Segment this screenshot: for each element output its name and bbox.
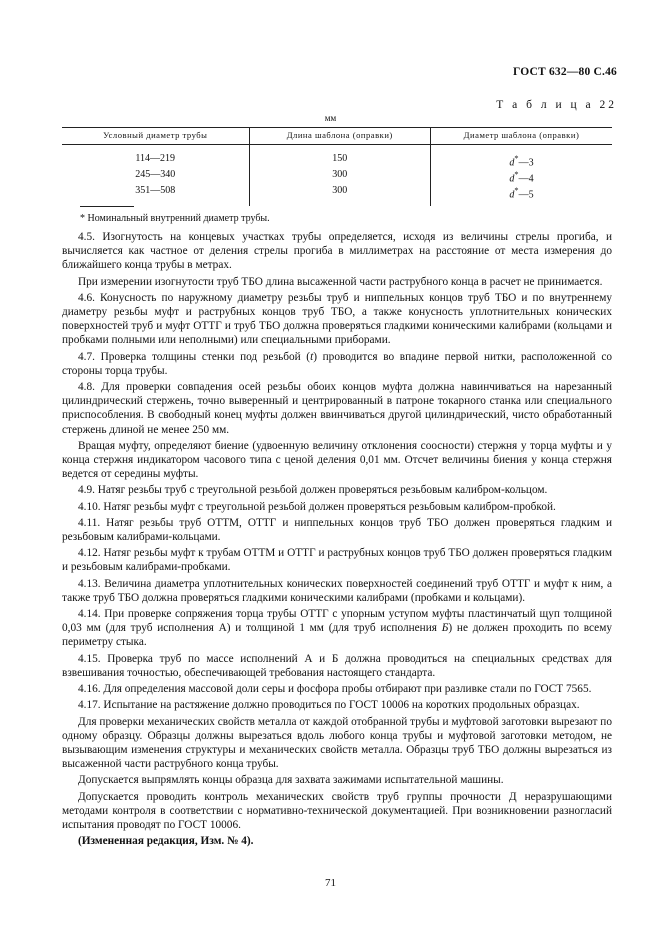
table-row <box>62 169 612 185</box>
footnote-marker: * <box>514 185 519 195</box>
cell-template-length: 150 <box>249 153 431 169</box>
column-header-template-length: Длина шаблона (оправки) <box>249 128 431 145</box>
table-units: мм <box>324 113 337 123</box>
paragraph-4-17: 4.17. Испытание на растяжение должно проводиться по ГОСТ 10006 на коротких продольных образцах. <box>78 699 580 712</box>
diameter-offset: —3 <box>518 157 534 169</box>
cell-template-diameter <box>431 185 613 207</box>
cell-template-length: 300 <box>249 185 431 207</box>
paragraph-4-14 <box>62 607 612 650</box>
edition-note <box>62 834 612 848</box>
paragraph-4-13: 4.13. Величина диаметра уплотнительных конических поверхностей соединений труб ОТТГ и муфт к ним, а также труб ТБО должна проверяться гладкими коническими калибрами (пробками и кольцами). <box>62 577 612 604</box>
footnote-divider <box>80 206 134 207</box>
paragraph-4-12: 4.12. Натяг резьбы муфт к трубам ОТТМ и ОТТГ и раструбных концов труб ТБО должен проверяться гладким и резьбовым калибрами-пробками. <box>62 547 612 574</box>
thickness-symbol: t <box>310 350 314 363</box>
paragraph-text: ) проводится во впадине первой нитки, расположенной со стороны торца трубы. <box>62 350 612 377</box>
table-row <box>62 153 612 169</box>
cell-nominal-diameter: 114—219 <box>135 153 176 164</box>
paragraph-4-10: 4.10. Натяг резьбы муфт с треугольной резьбой должен проверяться резьбовым калибром-пробкой. <box>78 500 556 513</box>
paragraph-4-5: 4.5. Изогнутость на концевых участках трубы определяется, исходя из величины стрелы прогиба, и вычисляется как частное от деления стрелы прогиба в миллиметрах на расстояние от места измерения до ближайшего конца трубы в метрах. <box>62 231 612 272</box>
paragraph-4-11: 4.11. Натяг резьбы труб ОТТМ, ОТТГ и ниппельных концов труб ТБО должен проверяться гладким и резьбовым калибрами-кольцами. <box>62 516 612 544</box>
paragraph-text: 4.14. При проверке сопряжения торца трубы ОТТГ с упорным уступом муфты пластинчатый щуп толщиной 0,03 мм (для труб исполнения А) и толщиной 1 мм (для труб исполнения <box>62 608 612 635</box>
version-symbol: Б <box>441 622 449 635</box>
diameter-symbol: d <box>509 188 515 200</box>
table-row <box>62 185 612 207</box>
document-reference: ГОСТ 632—80 С.46 <box>513 66 617 78</box>
edition-note-text: (Измененная редакция, Изм. № 4). <box>78 835 254 848</box>
paragraph-text: ) не должен проходить по всему периметру стыка. <box>62 622 612 649</box>
footnote-marker: * <box>514 169 519 179</box>
paragraph-text: 4.7. Проверка толщины стенки под резьбой ( <box>78 350 311 363</box>
paragraph-4-17-ndt: Допускается проводить контроль механических свойств труб группы прочности Д неразрушающими методами контроля в соответствии с нормативно-технической документацией. При возникновении разногласий испытания проводят по ГОСТ 10006. <box>62 790 612 831</box>
cell-nominal-diameter: 351—508 <box>135 184 176 196</box>
column-header-template-diameter: Диаметр шаблона (оправки) <box>431 128 613 145</box>
paragraph-4-5-note: При измерении изогнутости труб ТБО длина высаженной части раструбного конца в расчет не принимается. <box>78 275 603 288</box>
cell-template-diameter <box>431 169 613 185</box>
paragraph-4-15: 4.15. Проверка труб по массе исполнений А и Б должна проводиться на специальных средствах для взвешивания точностью, обеспечивающей требования настоящего стандарта. <box>62 652 612 679</box>
diameter-offset: —4 <box>518 173 534 185</box>
paragraph-4-7 <box>62 350 612 378</box>
table-caption: Т а б л и ц а 22 <box>496 99 617 111</box>
cell-template-length: 300 <box>249 169 431 185</box>
cell-template-diameter <box>431 153 613 169</box>
table-header-row <box>62 128 612 145</box>
paragraph-4-17-straighten: Допускается выпрямлять концы образца для захвата зажимами испытательной машины. <box>78 774 504 787</box>
table-footnote: * Номинальный внутренний диаметр трубы. <box>80 213 270 224</box>
table-spacer-row <box>62 145 612 154</box>
paragraph-4-16: 4.16. Для определения массовой доли серы и фосфора пробы отбирают при разливке стали по ГОСТ 7565. <box>78 683 592 696</box>
diameter-symbol: d <box>509 173 515 185</box>
diameter-offset: —5 <box>518 188 534 200</box>
paragraph-4-8-runout: Вращая муфту, определяют биение (удвоенную величину отклонения соосности) стержня у торца муфты и у конца стержня индикатором часового типа с ценой деления 0,01 мм. Отсчет величины биения у конца стержня ведется от середины муфты. <box>62 439 612 481</box>
column-header-nominal-diameter: Условный диаметр трубы <box>62 128 249 145</box>
paragraph-4-8: 4.8. Для проверки совпадения осей резьбы обоих концов муфта должна навинчиваться на нарезанный цилиндрический стержень, точно выверенный и центрированный в патроне токарного станка или специального приспособления. В свободный конец муфты должен ввинчиваться другой цилиндрический, чисто обработанный стержень длиной не менее 250 мм. <box>62 381 612 436</box>
paragraph-4-9: 4.9. Натяг резьбы труб с треугольной резьбой должен проверяться резьбовым калибром-кольцом. <box>78 484 548 497</box>
diameter-symbol: d <box>509 157 515 169</box>
paragraph-4-6: 4.6. Конусность по наружному диаметру резьбы труб и ниппельных концов труб ТБО и по внутреннему диаметру резьбы муфт и раструбных концов труб ТБО, а также конусность уплотнительных конических поверхностей труб и муфт ОТТГ и труб ТБО должна проверяться гладкими коническими калибрами (кольцами и пробками полными или неполными) или специальными приборами. <box>62 291 612 347</box>
footnote-marker: * <box>514 154 519 163</box>
template-dimensions-table <box>62 127 612 206</box>
document-body <box>62 230 612 848</box>
cell-nominal-diameter: 245—340 <box>135 168 176 180</box>
paragraph-4-17-samples: Для проверки механических свойств металла от каждой отобранной трубы и муфтовой заготовки вырезают по одному образцу. Образцы должны вырезаться вдоль любого конца трубы и муфтовой заготовки методом, не вызывающим изменения структуры и механических свойств металла. Образцы труб ТБО должны вырезаться из высаженной части раструбного конца трубы. <box>62 715 612 771</box>
page-number: 71 <box>325 877 336 889</box>
